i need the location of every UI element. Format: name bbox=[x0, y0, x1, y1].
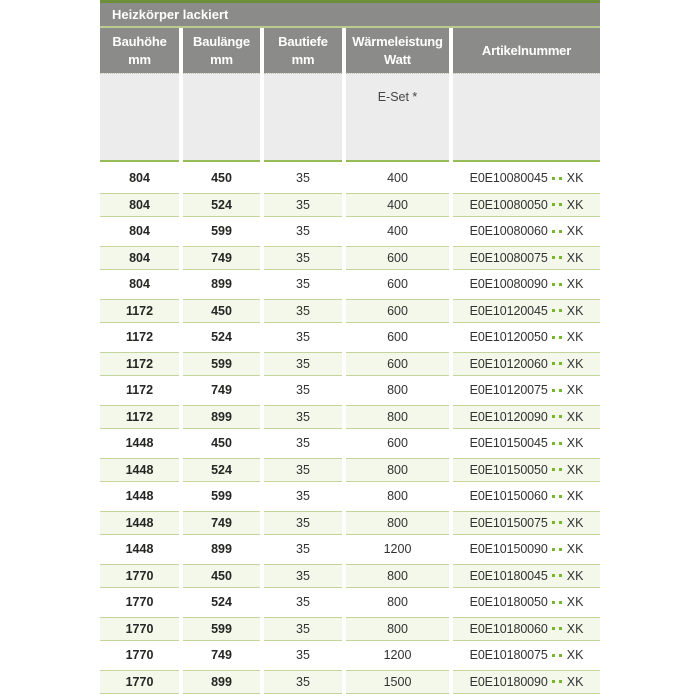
cell-baulaenge: 524 bbox=[183, 458, 260, 483]
column-header-label: Baulänge bbox=[193, 33, 250, 49]
subheader-cell-bauhoehe bbox=[100, 73, 179, 162]
article-placeholder-dot-icon bbox=[552, 283, 555, 286]
article-placeholder-dot-icon bbox=[559, 627, 562, 630]
cell-bautiefe: 35 bbox=[264, 325, 342, 350]
cell-artikelnummer bbox=[453, 219, 600, 244]
column-header-waermeleistung bbox=[346, 28, 449, 73]
article-placeholder-dot-icon bbox=[552, 389, 555, 392]
cell-watt: 800 bbox=[346, 378, 449, 403]
article-placeholder-dot-icon bbox=[552, 203, 555, 206]
article-placeholder-dot-icon bbox=[559, 468, 562, 471]
cell-artikelnummer bbox=[453, 617, 600, 642]
article-placeholder-dot-icon bbox=[559, 548, 562, 551]
cell-artikelnummer bbox=[453, 590, 600, 615]
subheader-cell-baulaenge bbox=[183, 73, 260, 162]
article-number-suffix: XK bbox=[566, 674, 584, 689]
article-number-suffix: XK bbox=[566, 224, 584, 239]
cell-baulaenge: 749 bbox=[183, 643, 260, 668]
article-placeholder-dot-icon bbox=[552, 654, 555, 657]
cell-bautiefe: 35 bbox=[264, 166, 342, 191]
article-number-prefix: E0E10150060 bbox=[469, 489, 548, 504]
article-number-suffix: XK bbox=[566, 250, 584, 265]
column-header-baulaenge bbox=[183, 28, 260, 73]
cell-artikelnummer bbox=[453, 431, 600, 456]
article-number-suffix: XK bbox=[566, 409, 584, 424]
article-placeholder-dot-icon bbox=[559, 521, 562, 524]
article-number-prefix: E0E10080060 bbox=[469, 224, 548, 239]
cell-bauhoehe: 804 bbox=[100, 246, 179, 271]
cell-baulaenge: 524 bbox=[183, 193, 260, 218]
cell-artikelnummer bbox=[453, 564, 600, 589]
article-placeholder-dot-icon bbox=[552, 680, 555, 683]
article-placeholder-dot-icon bbox=[559, 389, 562, 392]
article-number-prefix: E0E10080050 bbox=[469, 197, 548, 212]
cell-bauhoehe: 804 bbox=[100, 272, 179, 297]
article-placeholder-dot-icon bbox=[559, 203, 562, 206]
article-placeholder-dot-icon bbox=[559, 574, 562, 577]
cell-watt: 800 bbox=[346, 617, 449, 642]
cell-watt: 800 bbox=[346, 458, 449, 483]
article-number-suffix: XK bbox=[566, 171, 584, 186]
cell-bautiefe: 35 bbox=[264, 643, 342, 668]
article-number-prefix: E0E10120050 bbox=[469, 330, 548, 345]
article-number-prefix: E0E10150075 bbox=[469, 515, 548, 530]
article-placeholder-dot-icon bbox=[559, 601, 562, 604]
cell-bautiefe: 35 bbox=[264, 219, 342, 244]
cell-bauhoehe: 1172 bbox=[100, 378, 179, 403]
cell-baulaenge: 450 bbox=[183, 564, 260, 589]
article-number-suffix: XK bbox=[566, 303, 584, 318]
article-number-prefix: E0E10180090 bbox=[469, 674, 548, 689]
cell-bauhoehe: 1770 bbox=[100, 564, 179, 589]
article-number-prefix: E0E10150045 bbox=[469, 436, 548, 451]
article-placeholder-dot-icon bbox=[552, 309, 555, 312]
table-subheader-row bbox=[100, 73, 600, 162]
cell-baulaenge: 899 bbox=[183, 405, 260, 430]
cell-artikelnummer bbox=[453, 537, 600, 562]
article-placeholder-dot-icon bbox=[559, 680, 562, 683]
cell-bauhoehe: 1448 bbox=[100, 458, 179, 483]
cell-baulaenge: 749 bbox=[183, 511, 260, 536]
cell-watt: 600 bbox=[346, 299, 449, 324]
cell-bautiefe: 35 bbox=[264, 617, 342, 642]
table-header-row bbox=[100, 28, 600, 73]
column-header-label: Bauhöhe bbox=[112, 33, 167, 49]
cell-bauhoehe: 1172 bbox=[100, 325, 179, 350]
cell-bautiefe: 35 bbox=[264, 670, 342, 695]
article-placeholder-dot-icon bbox=[552, 415, 555, 418]
cell-bauhoehe: 1448 bbox=[100, 537, 179, 562]
article-number-prefix: E0E10180050 bbox=[469, 595, 548, 610]
article-number-suffix: XK bbox=[566, 568, 584, 583]
article-placeholder-dot-icon bbox=[552, 230, 555, 233]
cell-watt: 1500 bbox=[346, 670, 449, 695]
article-placeholder-dot-icon bbox=[559, 256, 562, 259]
article-number-prefix: E0E10120060 bbox=[469, 356, 548, 371]
cell-artikelnummer bbox=[453, 643, 600, 668]
subheader-cell-bautiefe bbox=[264, 73, 342, 162]
article-number-prefix: E0E10180060 bbox=[469, 621, 548, 636]
cell-baulaenge: 450 bbox=[183, 299, 260, 324]
cell-baulaenge: 599 bbox=[183, 617, 260, 642]
column-header-bauhoehe bbox=[100, 28, 179, 73]
article-number-prefix: E0E10180075 bbox=[469, 648, 548, 663]
article-number-suffix: XK bbox=[566, 648, 584, 663]
cell-watt: 600 bbox=[346, 352, 449, 377]
cell-bautiefe: 35 bbox=[264, 484, 342, 509]
cell-baulaenge: 899 bbox=[183, 272, 260, 297]
cell-bautiefe: 35 bbox=[264, 272, 342, 297]
article-number-suffix: XK bbox=[566, 383, 584, 398]
cell-watt: 1200 bbox=[346, 537, 449, 562]
article-placeholder-dot-icon bbox=[552, 548, 555, 551]
cell-artikelnummer bbox=[453, 166, 600, 191]
column-header-unit: mm bbox=[210, 51, 233, 67]
cell-artikelnummer bbox=[453, 670, 600, 695]
cell-baulaenge: 599 bbox=[183, 484, 260, 509]
article-number-suffix: XK bbox=[566, 621, 584, 636]
article-placeholder-dot-icon bbox=[559, 283, 562, 286]
article-placeholder-dot-icon bbox=[552, 256, 555, 259]
article-number-suffix: XK bbox=[566, 462, 584, 477]
article-number-prefix: E0E10150090 bbox=[469, 542, 548, 557]
cell-bautiefe: 35 bbox=[264, 378, 342, 403]
column-header-label: Artikelnummer bbox=[481, 42, 572, 58]
cell-bauhoehe: 804 bbox=[100, 219, 179, 244]
article-placeholder-dot-icon bbox=[559, 442, 562, 445]
cell-watt: 800 bbox=[346, 590, 449, 615]
cell-watt: 600 bbox=[346, 272, 449, 297]
cell-artikelnummer bbox=[453, 378, 600, 403]
article-number-prefix: E0E10150050 bbox=[469, 462, 548, 477]
cell-watt: 400 bbox=[346, 193, 449, 218]
article-number-suffix: XK bbox=[566, 330, 584, 345]
cell-baulaenge: 899 bbox=[183, 537, 260, 562]
column-header-unit: mm bbox=[291, 51, 315, 67]
article-placeholder-dot-icon bbox=[559, 495, 562, 498]
article-placeholder-dot-icon bbox=[559, 362, 562, 365]
cell-bautiefe: 35 bbox=[264, 246, 342, 271]
article-number-prefix: E0E10120045 bbox=[469, 303, 548, 318]
cell-bautiefe: 35 bbox=[264, 193, 342, 218]
cell-baulaenge: 899 bbox=[183, 670, 260, 695]
cell-artikelnummer bbox=[453, 325, 600, 350]
cell-artikelnummer bbox=[453, 405, 600, 430]
article-number-prefix: E0E10080090 bbox=[469, 277, 548, 292]
subheader-cell-eset bbox=[346, 73, 449, 162]
cell-artikelnummer bbox=[453, 352, 600, 377]
article-placeholder-dot-icon bbox=[552, 336, 555, 339]
cell-watt: 400 bbox=[346, 219, 449, 244]
article-placeholder-dot-icon bbox=[559, 309, 562, 312]
table-title: Heizkörper lackiert bbox=[100, 3, 600, 26]
article-placeholder-dot-icon bbox=[552, 601, 555, 604]
article-number-prefix: E0E10080075 bbox=[469, 250, 548, 265]
cell-bautiefe: 35 bbox=[264, 352, 342, 377]
cell-baulaenge: 524 bbox=[183, 325, 260, 350]
article-number-suffix: XK bbox=[566, 515, 584, 530]
subheader-cell-artikelnummer bbox=[453, 73, 600, 162]
article-number-prefix: E0E10080045 bbox=[469, 171, 548, 186]
cell-baulaenge: 599 bbox=[183, 352, 260, 377]
cell-watt: 600 bbox=[346, 325, 449, 350]
cell-baulaenge: 749 bbox=[183, 378, 260, 403]
eset-label: E-Set * bbox=[377, 90, 418, 104]
article-placeholder-dot-icon bbox=[559, 230, 562, 233]
cell-artikelnummer bbox=[453, 511, 600, 536]
article-number-suffix: XK bbox=[566, 277, 584, 292]
article-number-suffix: XK bbox=[566, 436, 584, 451]
cell-baulaenge: 450 bbox=[183, 431, 260, 456]
cell-baulaenge: 450 bbox=[183, 166, 260, 191]
article-placeholder-dot-icon bbox=[552, 442, 555, 445]
cell-bauhoehe: 1770 bbox=[100, 590, 179, 615]
article-number-prefix: E0E10180045 bbox=[469, 568, 548, 583]
cell-baulaenge: 599 bbox=[183, 219, 260, 244]
article-placeholder-dot-icon bbox=[552, 468, 555, 471]
column-header-label: Bautiefe bbox=[278, 33, 328, 49]
cell-bauhoehe: 1448 bbox=[100, 431, 179, 456]
cell-artikelnummer bbox=[453, 246, 600, 271]
cell-bauhoehe: 1770 bbox=[100, 617, 179, 642]
cell-artikelnummer bbox=[453, 193, 600, 218]
cell-bautiefe: 35 bbox=[264, 405, 342, 430]
column-header-artikelnummer bbox=[453, 28, 600, 73]
article-placeholder-dot-icon bbox=[559, 654, 562, 657]
column-header-bautiefe bbox=[264, 28, 342, 73]
column-header-unit: mm bbox=[128, 51, 151, 67]
article-number-suffix: XK bbox=[566, 542, 584, 557]
cell-baulaenge: 749 bbox=[183, 246, 260, 271]
cell-bautiefe: 35 bbox=[264, 564, 342, 589]
article-number-suffix: XK bbox=[566, 356, 584, 371]
cell-bauhoehe: 1172 bbox=[100, 405, 179, 430]
article-placeholder-dot-icon bbox=[552, 177, 555, 180]
cell-bauhoehe: 1770 bbox=[100, 643, 179, 668]
cell-bauhoehe: 1448 bbox=[100, 511, 179, 536]
article-placeholder-dot-icon bbox=[559, 177, 562, 180]
article-placeholder-dot-icon bbox=[559, 336, 562, 339]
cell-artikelnummer bbox=[453, 458, 600, 483]
cell-bauhoehe: 1770 bbox=[100, 670, 179, 695]
radiator-spec-table bbox=[100, 0, 600, 694]
article-number-suffix: XK bbox=[566, 197, 584, 212]
cell-bautiefe: 35 bbox=[264, 431, 342, 456]
cell-watt: 600 bbox=[346, 246, 449, 271]
cell-bauhoehe: 804 bbox=[100, 166, 179, 191]
cell-artikelnummer bbox=[453, 272, 600, 297]
cell-watt: 800 bbox=[346, 405, 449, 430]
cell-watt: 800 bbox=[346, 511, 449, 536]
cell-bauhoehe: 804 bbox=[100, 193, 179, 218]
cell-bautiefe: 35 bbox=[264, 299, 342, 324]
column-header-unit: Watt bbox=[384, 51, 411, 67]
article-number-suffix: XK bbox=[566, 489, 584, 504]
article-placeholder-dot-icon bbox=[552, 521, 555, 524]
article-placeholder-dot-icon bbox=[559, 415, 562, 418]
article-number-suffix: XK bbox=[566, 595, 584, 610]
cell-bauhoehe: 1172 bbox=[100, 352, 179, 377]
article-placeholder-dot-icon bbox=[552, 362, 555, 365]
cell-watt: 400 bbox=[346, 166, 449, 191]
cell-bautiefe: 35 bbox=[264, 458, 342, 483]
cell-bautiefe: 35 bbox=[264, 537, 342, 562]
article-number-prefix: E0E10120075 bbox=[469, 383, 548, 398]
cell-baulaenge: 524 bbox=[183, 590, 260, 615]
cell-watt: 1200 bbox=[346, 643, 449, 668]
column-header-label: Wärmeleistung bbox=[352, 33, 443, 49]
article-placeholder-dot-icon bbox=[552, 495, 555, 498]
cell-bautiefe: 35 bbox=[264, 511, 342, 536]
cell-watt: 600 bbox=[346, 431, 449, 456]
article-placeholder-dot-icon bbox=[552, 574, 555, 577]
cell-artikelnummer bbox=[453, 484, 600, 509]
article-placeholder-dot-icon bbox=[552, 627, 555, 630]
cell-bauhoehe: 1172 bbox=[100, 299, 179, 324]
cell-artikelnummer bbox=[453, 299, 600, 324]
cell-bautiefe: 35 bbox=[264, 590, 342, 615]
cell-watt: 800 bbox=[346, 564, 449, 589]
table-body bbox=[100, 166, 600, 694]
article-number-prefix: E0E10120090 bbox=[469, 409, 548, 424]
cell-watt: 800 bbox=[346, 484, 449, 509]
cell-bauhoehe: 1448 bbox=[100, 484, 179, 509]
